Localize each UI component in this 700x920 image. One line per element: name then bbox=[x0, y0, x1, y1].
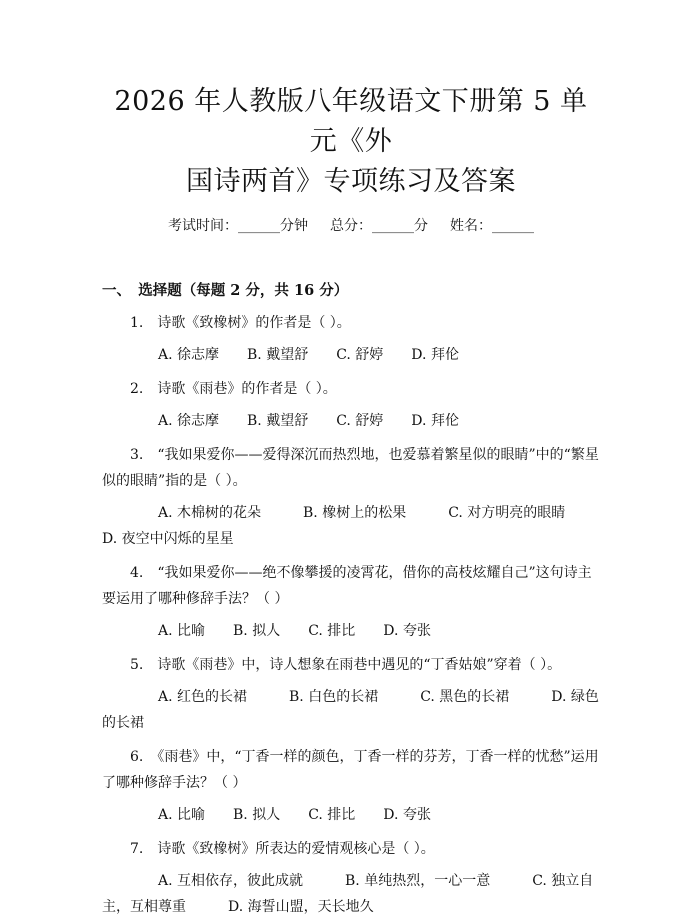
question-stem: 7. 诗歌《致橡树》所表达的爱情观核心是（ ）。 bbox=[130, 841, 435, 857]
question-list bbox=[102, 310, 608, 920]
question-item bbox=[102, 442, 608, 552]
question-options: A. 互相依存，彼此成就 B. 单纯热烈，一心一意 C. 独立自主，互相尊重 D. 海誓山盟，天长地久 bbox=[102, 873, 594, 915]
question-stem: 5. 诗歌《雨巷》中，诗人想象在雨巷中遇见的“丁香姑娘”穿着（ ）。 bbox=[130, 657, 562, 673]
question-options: A. 比喻 B. 拟人 C. 排比 D. 夸张 bbox=[158, 807, 431, 823]
question-stem: 6. 《雨巷》中，“丁香一样的颜色，丁香一样的芬芳，丁香一样的忧愁”运用了哪种修辞手法？（ ） bbox=[102, 749, 599, 791]
question-options: A. 徐志摩 B. 戴望舒 C. 舒婷 D. 拜伦 bbox=[158, 413, 459, 429]
exam-info-line bbox=[102, 216, 600, 236]
student-name-field: 姓名：______ bbox=[450, 218, 534, 234]
document-title bbox=[102, 0, 600, 202]
question-item bbox=[102, 560, 600, 644]
question-item bbox=[102, 744, 600, 828]
title-line-2: 国诗两首》专项练习及答案 bbox=[186, 166, 516, 197]
title-line-1: 2026 年人教版八年级语文下册第 5 单元《外 bbox=[114, 86, 588, 157]
question-stem: 3. “我如果爱你——爱得深沉而热烈地，也爱慕着繁星似的眼睛”中的“繁星似的眼睛”指的是（ ）。 bbox=[102, 447, 599, 489]
question-item bbox=[102, 376, 600, 434]
question-item bbox=[102, 836, 600, 920]
question-options: A. 比喻 B. 拟人 C. 排比 D. 夸张 bbox=[158, 623, 431, 639]
question-stem: 1. 诗歌《致橡树》的作者是（ ）。 bbox=[130, 315, 351, 331]
question-options: A. 木棉树的花朵 B. 橡树上的松果 C. 对方明亮的眼睛 D. 夜空中闪烁的星星 bbox=[102, 505, 608, 547]
section-heading-multiple-choice: 一、 选择题（每题 2 分，共 16 分） bbox=[102, 282, 349, 299]
question-item bbox=[102, 652, 600, 736]
question-stem: 2. 诗歌《雨巷》的作者是（ ）。 bbox=[130, 381, 337, 397]
question-options: A. 徐志摩 B. 戴望舒 C. 舒婷 D. 拜伦 bbox=[158, 347, 459, 363]
total-score-field: 总分：______分 bbox=[330, 218, 428, 234]
question-stem: 4. “我如果爱你——绝不像攀援的凌霄花，借你的高枝炫耀自己”这句诗主要运用了哪种修辞手法？（ ） bbox=[102, 565, 592, 607]
question-options: A. 红色的长裙 B. 白色的长裙 C. 黑色的长裙 D. 绿色的长裙 bbox=[102, 689, 599, 731]
exam-time-field: 考试时间：______分钟 bbox=[168, 218, 308, 234]
question-item bbox=[102, 310, 600, 368]
